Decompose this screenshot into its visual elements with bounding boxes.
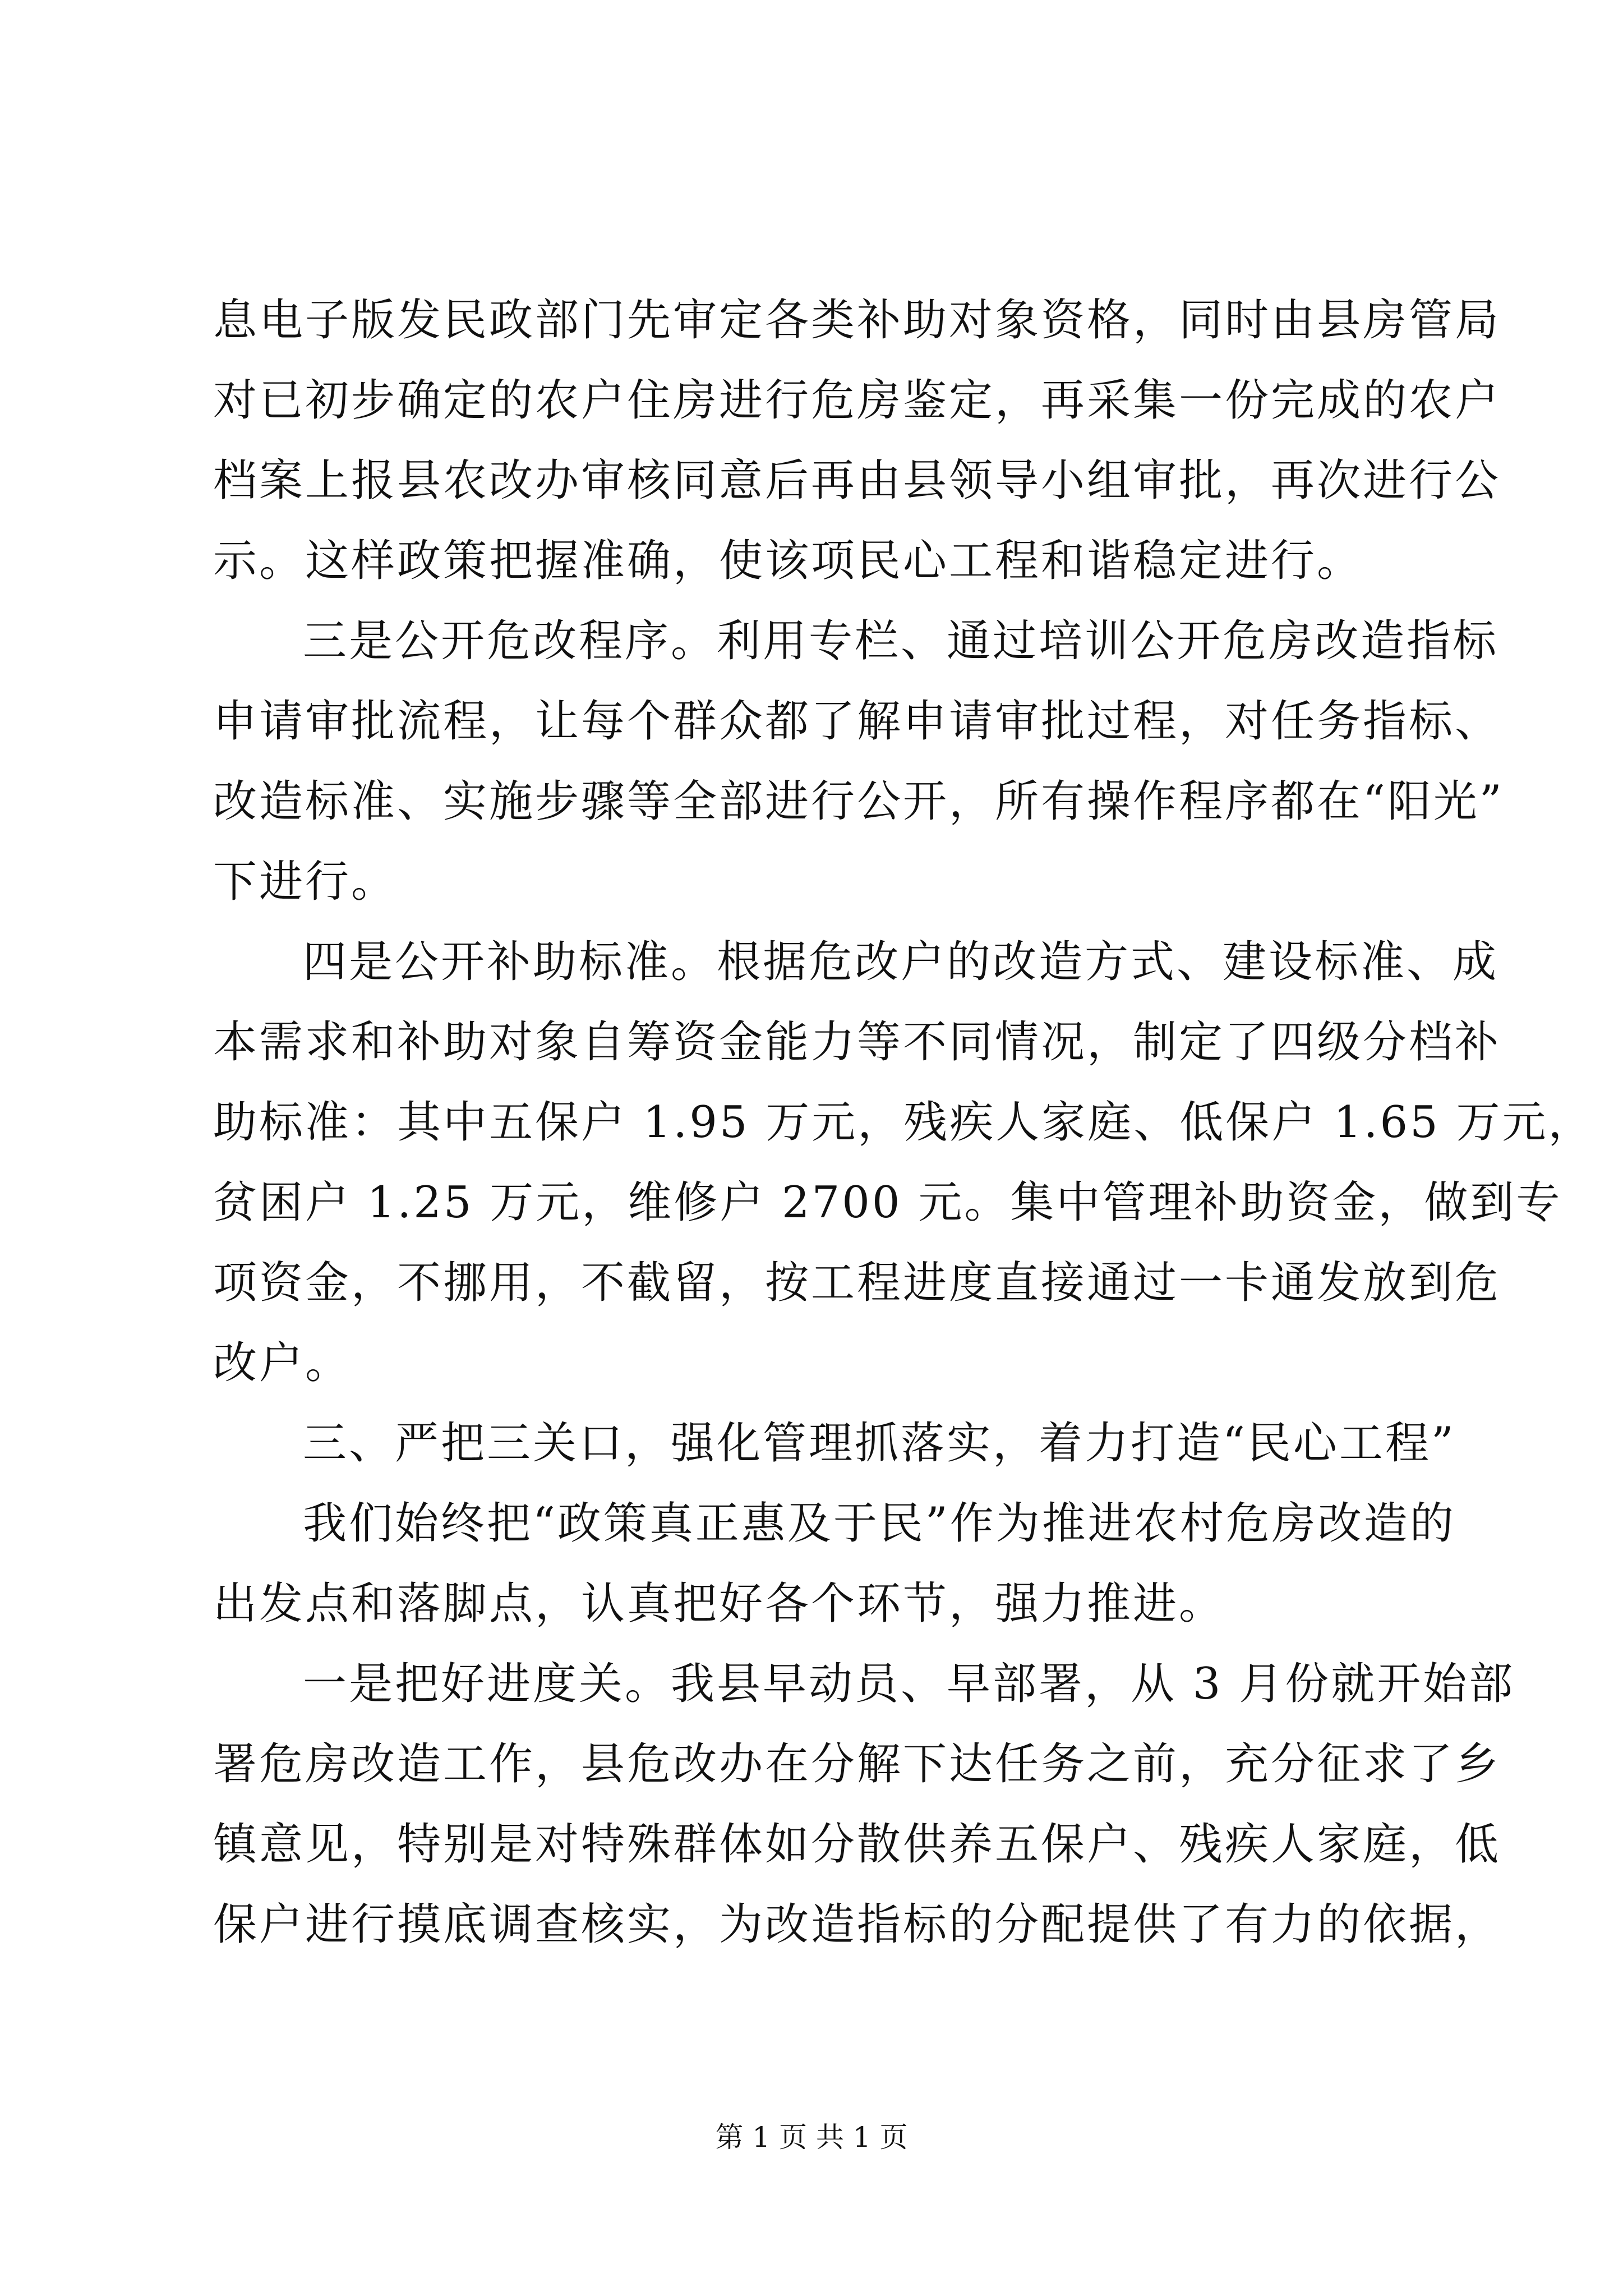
text-line: 助标准：其中五保户 1.95 万元，残疾人家庭、低保户 1.65 万元， [213,1097,1594,1148]
text-line: 四是公开补助标准。根据危改户的改造方式、建设标准、成 [303,937,1499,987]
text-line: 改户。 [213,1338,352,1388]
text-line: 本需求和补助对象自筹资金能力等不同情况，制定了四级分档补 [213,1017,1501,1068]
text-line: 申请审批流程，让每个群众都了解申请审批过程，对任务指标、 [213,696,1501,747]
text-line: 三是公开危改程序。利用专栏、通过培训公开危房改造指标 [303,616,1499,666]
text-line: 一是把好进度关。我县早动员、早部署，从 3 月份就开始部 [303,1659,1515,1709]
text-line: 贫困户 1.25 万元，维修户 2700 元。集中管理补助资金，做到专 [213,1177,1562,1228]
text-line: 我们始终把“政策真正惠及于民”作为推进农村危房改造的 [303,1498,1456,1549]
text-line: 出发点和落脚点，认真把好各个环节，强力推进。 [213,1579,1225,1629]
text-line: 对已初步确定的农户住房进行危房鉴定，再采集一份完成的农户 [213,375,1501,426]
text-line: 示。这样政策把握准确，使该项民心工程和谐稳定进行。 [213,536,1363,586]
section-heading: 三、严把三关口，强化管理抓落实，着力打造“民心工程” [303,1418,1456,1469]
text-line: 保户进行摸底调查核实，为改造指标的分配提供了有力的依据， [213,1899,1501,1950]
text-line: 息电子版发民政部门先审定各类补助对象资格，同时由县房管局 [213,295,1501,346]
text-line: 署危房改造工作，县危改办在分解下达任务之前，充分征求了乡 [213,1739,1501,1789]
document-body [213,280,1594,1965]
text-line: 下进行。 [213,857,398,907]
text-line: 项资金，不挪用，不截留，按工程进度直接通过一卡通发放到危 [213,1258,1501,1308]
page-footer: 第 1 页 共 1 页 [715,2121,908,2154]
text-line: 改造标准、实施步骤等全部进行公开，所有操作程序都在“阳光” [213,776,1504,827]
text-line: 档案上报县农改办审核同意后再由县领导小组审批，再次进行公 [213,455,1501,506]
text-line: 镇意见，特别是对特殊群体如分散供养五保户、残疾人家庭，低 [213,1819,1501,1870]
